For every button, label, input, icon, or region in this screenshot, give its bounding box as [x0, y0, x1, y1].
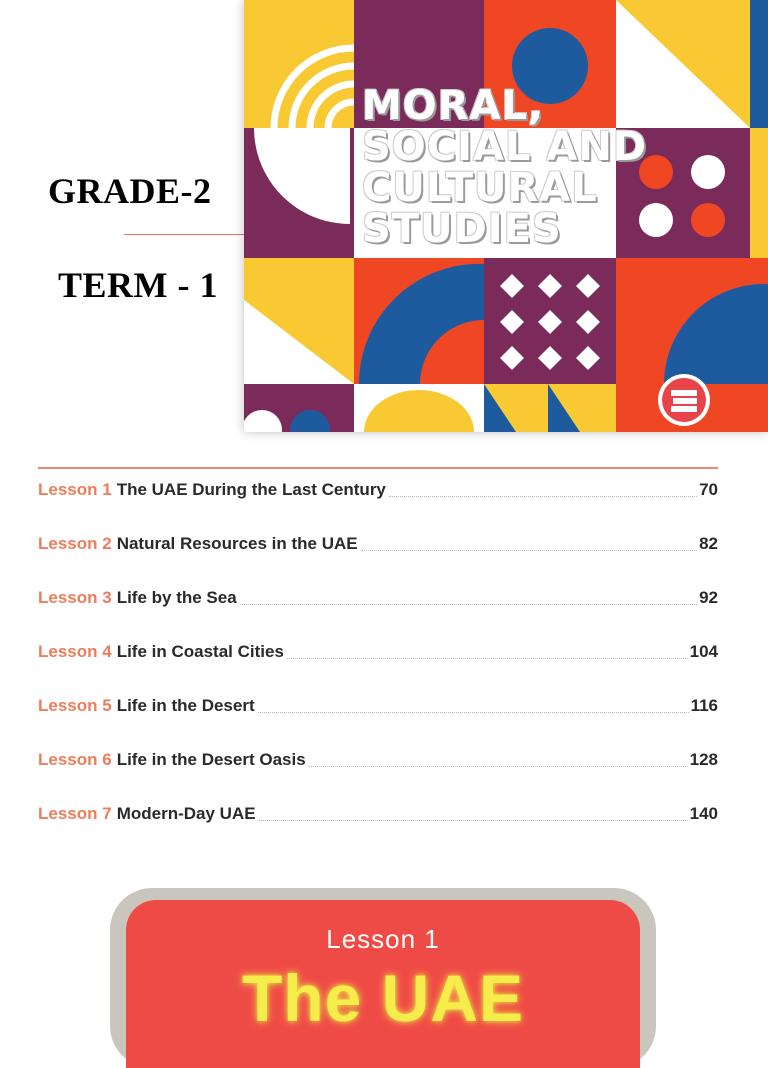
toc-leader — [259, 804, 688, 821]
toc-page-number: 82 — [699, 534, 718, 553]
cover-title-line: CULTURAL — [362, 165, 598, 211]
toc-lesson-title: Natural Resources in the UAE — [116, 534, 358, 553]
cover-title — [362, 83, 692, 252]
toc-item[interactable] — [38, 534, 718, 588]
toc-lesson-number: Lesson 6 — [38, 750, 112, 769]
toc-page-number: 104 — [689, 642, 718, 661]
toc-page-number: 140 — [689, 804, 718, 823]
term-heading: TERM - 1 — [58, 265, 218, 305]
toc-lesson-number: Lesson 7 — [38, 804, 112, 823]
cover-title-line: STUDIES — [362, 206, 562, 252]
toc-lesson-title: Life by the Sea — [116, 588, 237, 607]
cover-title-line: SOCIAL AND — [362, 124, 648, 170]
toc-lesson-title: Life in the Desert Oasis — [116, 750, 306, 769]
lesson-card-label: Lesson 1 — [326, 924, 440, 954]
book-cover — [244, 0, 768, 432]
toc-page-number: 116 — [690, 696, 718, 715]
table-of-contents — [38, 480, 718, 858]
toc-leader — [240, 588, 697, 605]
toc-leader — [258, 696, 689, 713]
lesson-card-panel — [126, 900, 640, 1068]
toc-lesson-title: Life in Coastal Cities — [116, 642, 284, 661]
lesson-card-title: The UAE — [241, 961, 525, 1035]
toc-lesson-title: Modern-Day UAE — [116, 804, 256, 823]
toc-page-number: 70 — [699, 480, 718, 499]
toc-leader — [389, 480, 697, 497]
cover-title-line: MORAL, — [362, 83, 545, 129]
toc-lesson-number: Lesson 2 — [38, 534, 112, 553]
toc-item[interactable] — [38, 480, 718, 534]
toc-item[interactable] — [38, 588, 718, 642]
toc-leader — [309, 750, 688, 767]
toc-item[interactable] — [38, 696, 718, 750]
grade-divider — [124, 234, 254, 235]
toc-lesson-title: The UAE During the Last Century — [116, 480, 386, 499]
toc-lesson-title: Life in the Desert — [116, 696, 255, 715]
toc-lesson-number: Lesson 4 — [38, 642, 112, 661]
toc-leader — [287, 642, 688, 659]
toc-lesson-number: Lesson 1 — [38, 480, 112, 499]
toc-leader — [361, 534, 697, 551]
toc-item[interactable] — [38, 642, 718, 696]
toc-item[interactable] — [38, 750, 718, 804]
toc-divider — [38, 467, 718, 469]
toc-page-number: 92 — [699, 588, 718, 607]
grade-heading: GRADE-2 — [48, 171, 212, 211]
lesson-card — [110, 888, 656, 1068]
toc-item[interactable] — [38, 804, 718, 858]
toc-page-number: 128 — [689, 750, 718, 769]
book-stack-icon — [656, 372, 712, 428]
toc-lesson-number: Lesson 3 — [38, 588, 112, 607]
toc-lesson-number: Lesson 5 — [38, 696, 112, 715]
